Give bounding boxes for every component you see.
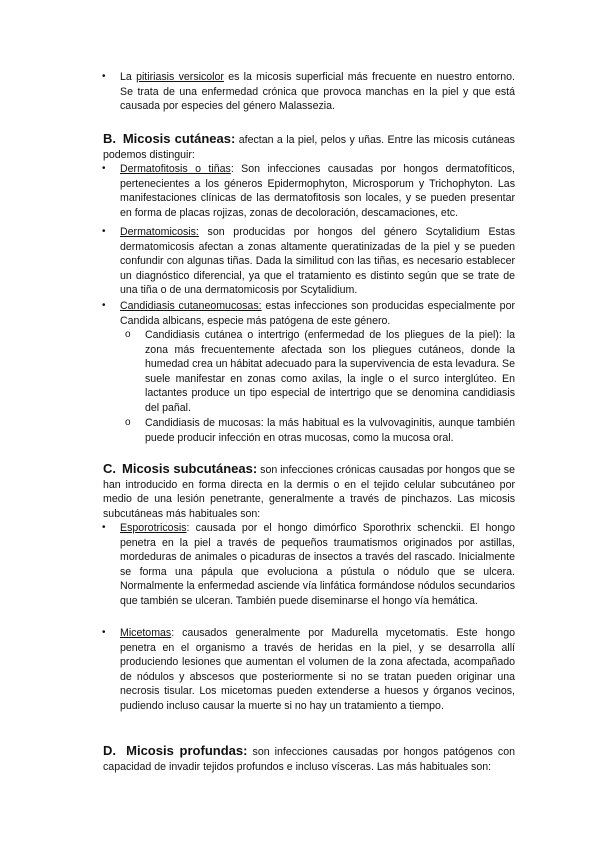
list-item-esporotricosis: Esporotricosis: causada por el hongo dimórfico Sporothrix schenckii. El hongo penetra en la piel a través de pequeños traumatismos originados por astillas, mordeduras de animales o picaduras de insectos a través del rascado. Inicialmente se forma una pápula que evoluciona a pústula o nódulo que se ulcera. Normalmente la enfermedad asciende vía linfática formándose nódulos secundarios que también se ulceran. También puede diseminarse el hongo vía hemática. [120,522,515,607]
bullet-marker: • [102,522,106,533]
list-item-dermatomicosis: Dermatomicosis: son producidas por hongos del género Scytalidium Estas dermatomicosis afectan a zonas altamente queratinizadas de la piel y se pueden confundir con algunas tiñas. Dada la similitud con las tiñas, es necesario establecer un diagnóstico diferencial, ya que el tratamiento es distinto según que se trate de una tiña o de una dermatomicosis por Scytalidium. [120,226,515,297]
intro-paragraph: La pitiriasis versicolor es la micosis superficial más frecuente en nuestro entorno. Se trata de una enfermedad crónica que provoca manchas en la piel y que está causada por especies del género Malassezia. [120,71,515,113]
list-item-dermatofitosis: Dermatofitosis o tiñas: Son infecciones causadas por hongos dermatofíticos, pertenecientes a los géneros Epidermophyton, Microsporum y Trichophyton. Las manifestaciones clínicas de las dermatofitosis son locales, y se pueden presentar en forma de placas rojizas, zonas de decoloración, descamaciones, etc. [120,163,516,219]
section-b-heading [103,132,515,162]
term-pitiriasis: pitiriasis versicolor [136,71,224,83]
section-d-title: Micosis profundas: [126,743,248,758]
bullet-marker: • [102,71,106,82]
list-item-micetomas: Micetomas: causados generalmente por Madurella mycetomatis. Este hongo penetra en el organismo a través de heridas en la piel, y se desarrolla allí produciendo lesiones que aumentan el volumen de la zona afectada, acompañado de nódulos y abscesos que posteriormente si no se tratan pueden originar una necrosis tisular. Los micetomas pueden extenderse a huesos y órganos vecinos, pudiendo incluso causar la muerte si no hay un tratamiento a tiempo. [120,627,515,712]
section-b-letter: B. [103,131,116,146]
sub-item-candidiasis-cutanea: Candidiasis cutánea o intertrigo (enfermedad de los pliegues de la piel): la zona más frecuentemente afectada son los pliegues cutáneos, donde la humedad crea un hábitat adecuado para la supervivencia de esta levadura. Se suele manifestar en zonas como axilas, la ingle o el surco interglúteo. En lactantes produce un tipo especial de intertrigo que se denomina candidiasis del pañal. [145,329,515,414]
section-b-intro: afectan a la piel, pelos y uñas. Entre las micosis cutáneas podemos distinguir: [103,134,515,161]
bullet-marker: • [102,300,106,311]
sub-item-candidiasis-mucosas: Candidiasis de mucosas: la más habitual es la vulvovaginitis, aunque también puede producir infección en otras mucosas, como la mucosa oral. [145,417,515,444]
section-c-heading [103,462,515,521]
section-d-letter: D. [103,743,116,758]
section-d-intro: son infecciones causadas por hongos patógenos con capacidad de invadir tejidos profundos e incluso vísceras. Las más habituales son: [103,746,515,773]
section-c-title: Micosis subcutáneas: [122,461,258,476]
sub-bullet-marker: o [125,417,131,428]
bullet-marker: • [102,163,106,174]
section-c-letter: C. [103,461,116,476]
section-b-title: Micosis cutáneas: [122,131,236,146]
list-item-candidiasis: Candidiasis cutaneomucosas: estas infecciones son producidas especialmente por Candida albicans, especie más patógena de este género. [120,300,515,327]
bullet-marker: • [102,226,106,237]
sub-bullet-marker: o [125,329,131,340]
section-c-intro: son infecciones crónicas causadas por hongos que se han introducido en forma directa en la dermis o en el tejido celular subcutáneo por medio de una lesión penetrante, generalmente a través de pinchazos. Las micosis subcutáneas más habituales son: [103,464,515,520]
bullet-marker: • [102,627,106,638]
section-d-heading [103,744,515,774]
